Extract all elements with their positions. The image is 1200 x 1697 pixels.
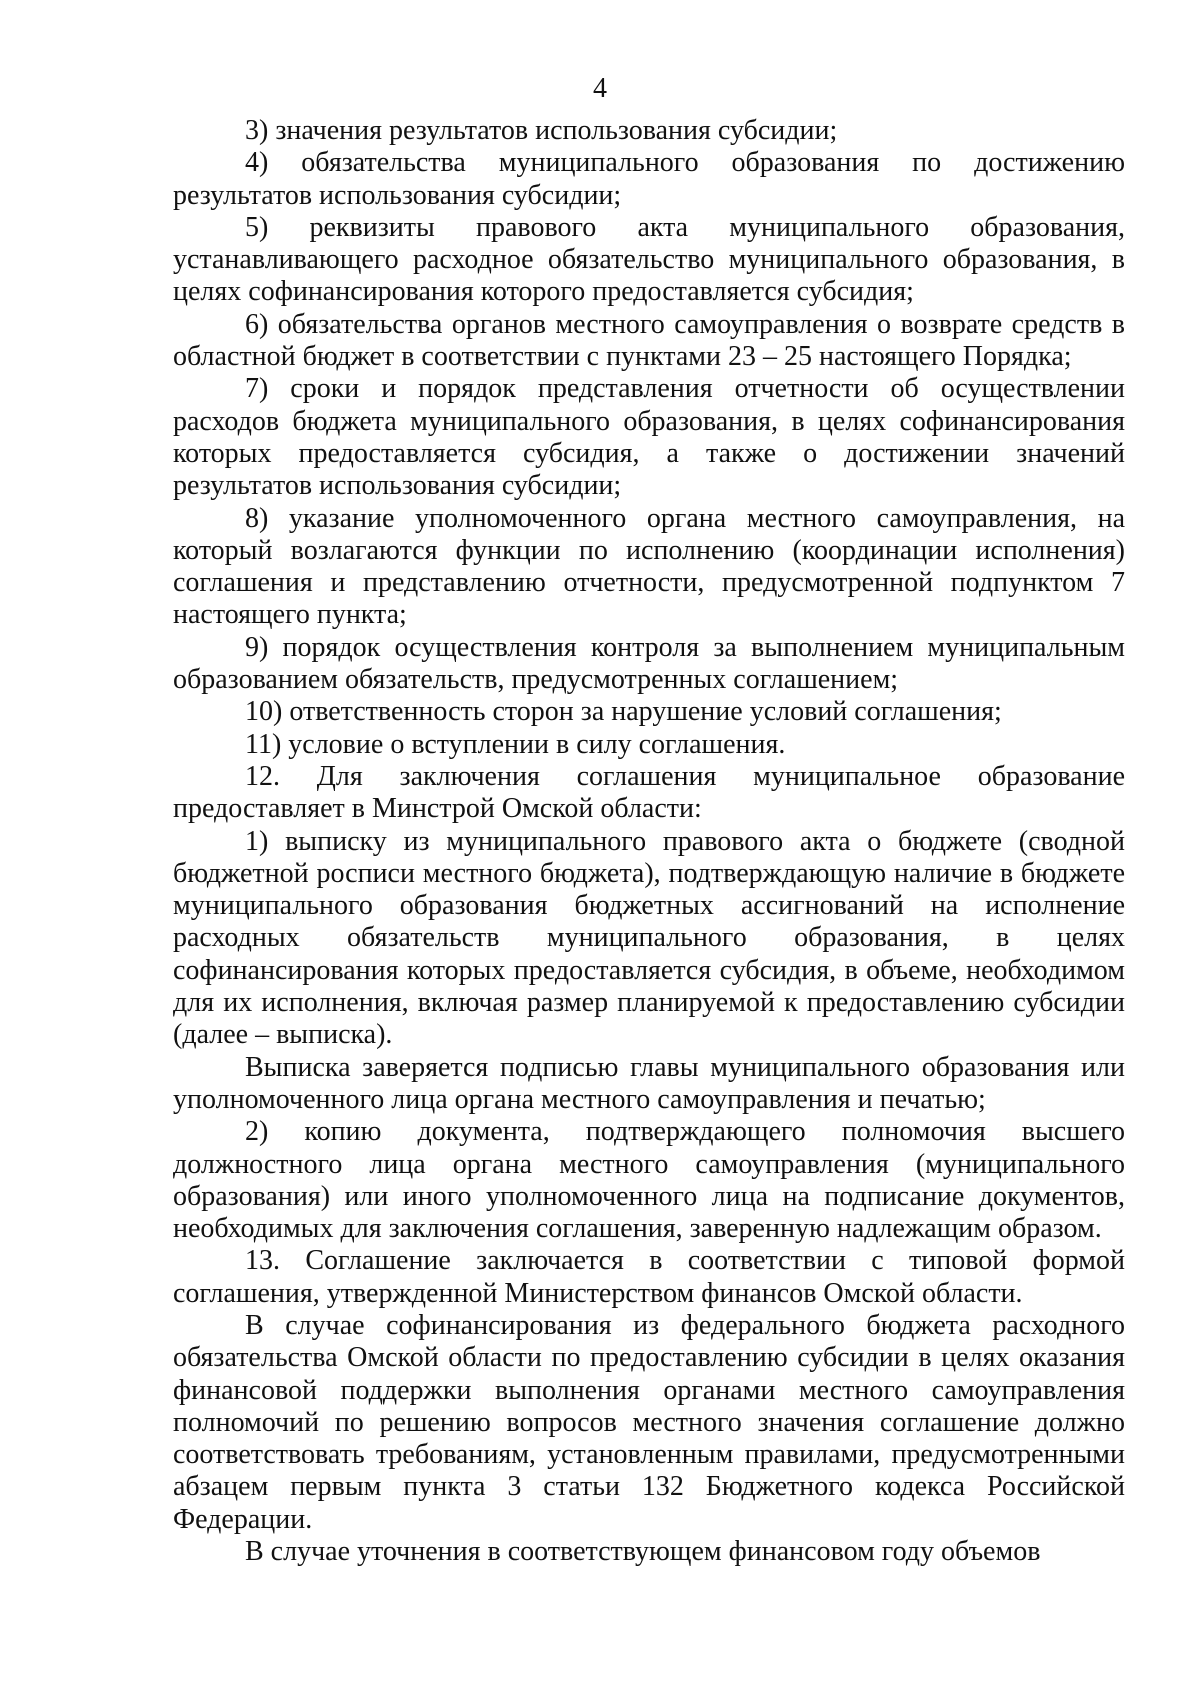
paragraph-federal-cofinancing: В случае софинансирования из федерального бюджета расходного обязательства Омской области по предоставлению субсидии в целях оказания финансовой поддержки выполнения органами местного самоуправления полномочий по решению вопросов местного значения соглашение должно соответствовать требованиям, установленным правилами, предусмотренными абзацем первым пункта 3 статьи 132 Бюджетного кодекса Российской Федерации. (173, 1309, 1125, 1535)
paragraph-item-9: 9) порядок осуществления контроля за выполнением муниципальным образованием обязательств, предусмотренных соглашением; (173, 631, 1125, 696)
paragraph-item-6: 6) обязательства органов местного самоуправления о возврате средств в областной бюджет в соответствии с пунктами 23 – 25 настоящего Порядка; (173, 308, 1125, 373)
document-body (173, 115, 1125, 1568)
paragraph-item-11: 11) условие о вступлении в силу соглашения. (245, 728, 786, 760)
paragraph-clause-12: 12. Для заключения соглашения муниципальное образование предоставляет в Минстрой Омской области: (173, 760, 1125, 825)
paragraph-extract-certification: Выписка заверяется подписью главы муниципального образования или уполномоченного лица органа местного самоуправления и печатью; (173, 1051, 1125, 1115)
paragraph-volume-clarification: В случае уточнения в соответствующем финансовом году объемов (245, 1536, 1041, 1568)
paragraph-item-4: 4) обязательства муниципального образования по достижению результатов использования субсидии; (173, 147, 1125, 211)
paragraph-item-10: 10) ответственность сторон за нарушение условий соглашения; (245, 696, 1002, 728)
paragraph-clause-13: 13. Соглашение заключается в соответствии с типовой формой соглашения, утвержденной Министерством финансов Омской области. (173, 1245, 1125, 1309)
page-number: 4 (593, 73, 607, 104)
paragraph-item-8: 8) указание уполномоченного органа местного самоуправления, на который возлагаются функции по исполнению (координации исполнения) соглашения и представлению отчетности, предусмотренной подпунктом 7 настоящего пункта; (173, 502, 1125, 631)
paragraph-clause-12-item-1: 1) выписку из муниципального правового акта о бюджете (сводной бюджетной росписи местного бюджета), подтверждающую наличие в бюджете муниципального образования бюджетных ассигнований на исполнение расходных обязательств муниципального образования, в целях софинансирования которых предоставляется субсидия, в объеме, необходимом для их исполнения, включая размер планируемой к предоставлению субсидии (далее – выписка). (173, 825, 1125, 1051)
paragraph-item-5: 5) реквизиты правового акта муниципального образования, устанавливающего расходное обязательство муниципального образования, в целях софинансирования которого предоставляется субсидия; (173, 211, 1125, 308)
paragraph-item-7: 7) сроки и порядок представления отчетности об осуществлении расходов бюджета муниципального образования, в целях софинансирования которых предоставляется субсидия, а также о достижении значений результатов использования субсидии; (173, 373, 1125, 502)
paragraph-item-3: 3) значения результатов использования субсидии; (245, 115, 838, 146)
paragraph-clause-12-item-2: 2) копию документа, подтверждающего полномочия высшего должностного лица органа местного самоуправления (муниципального образования) или иного уполномоченного лица на подписание документов, необходимых для заключения соглашения, заверенную надлежащим образом. (173, 1116, 1125, 1245)
